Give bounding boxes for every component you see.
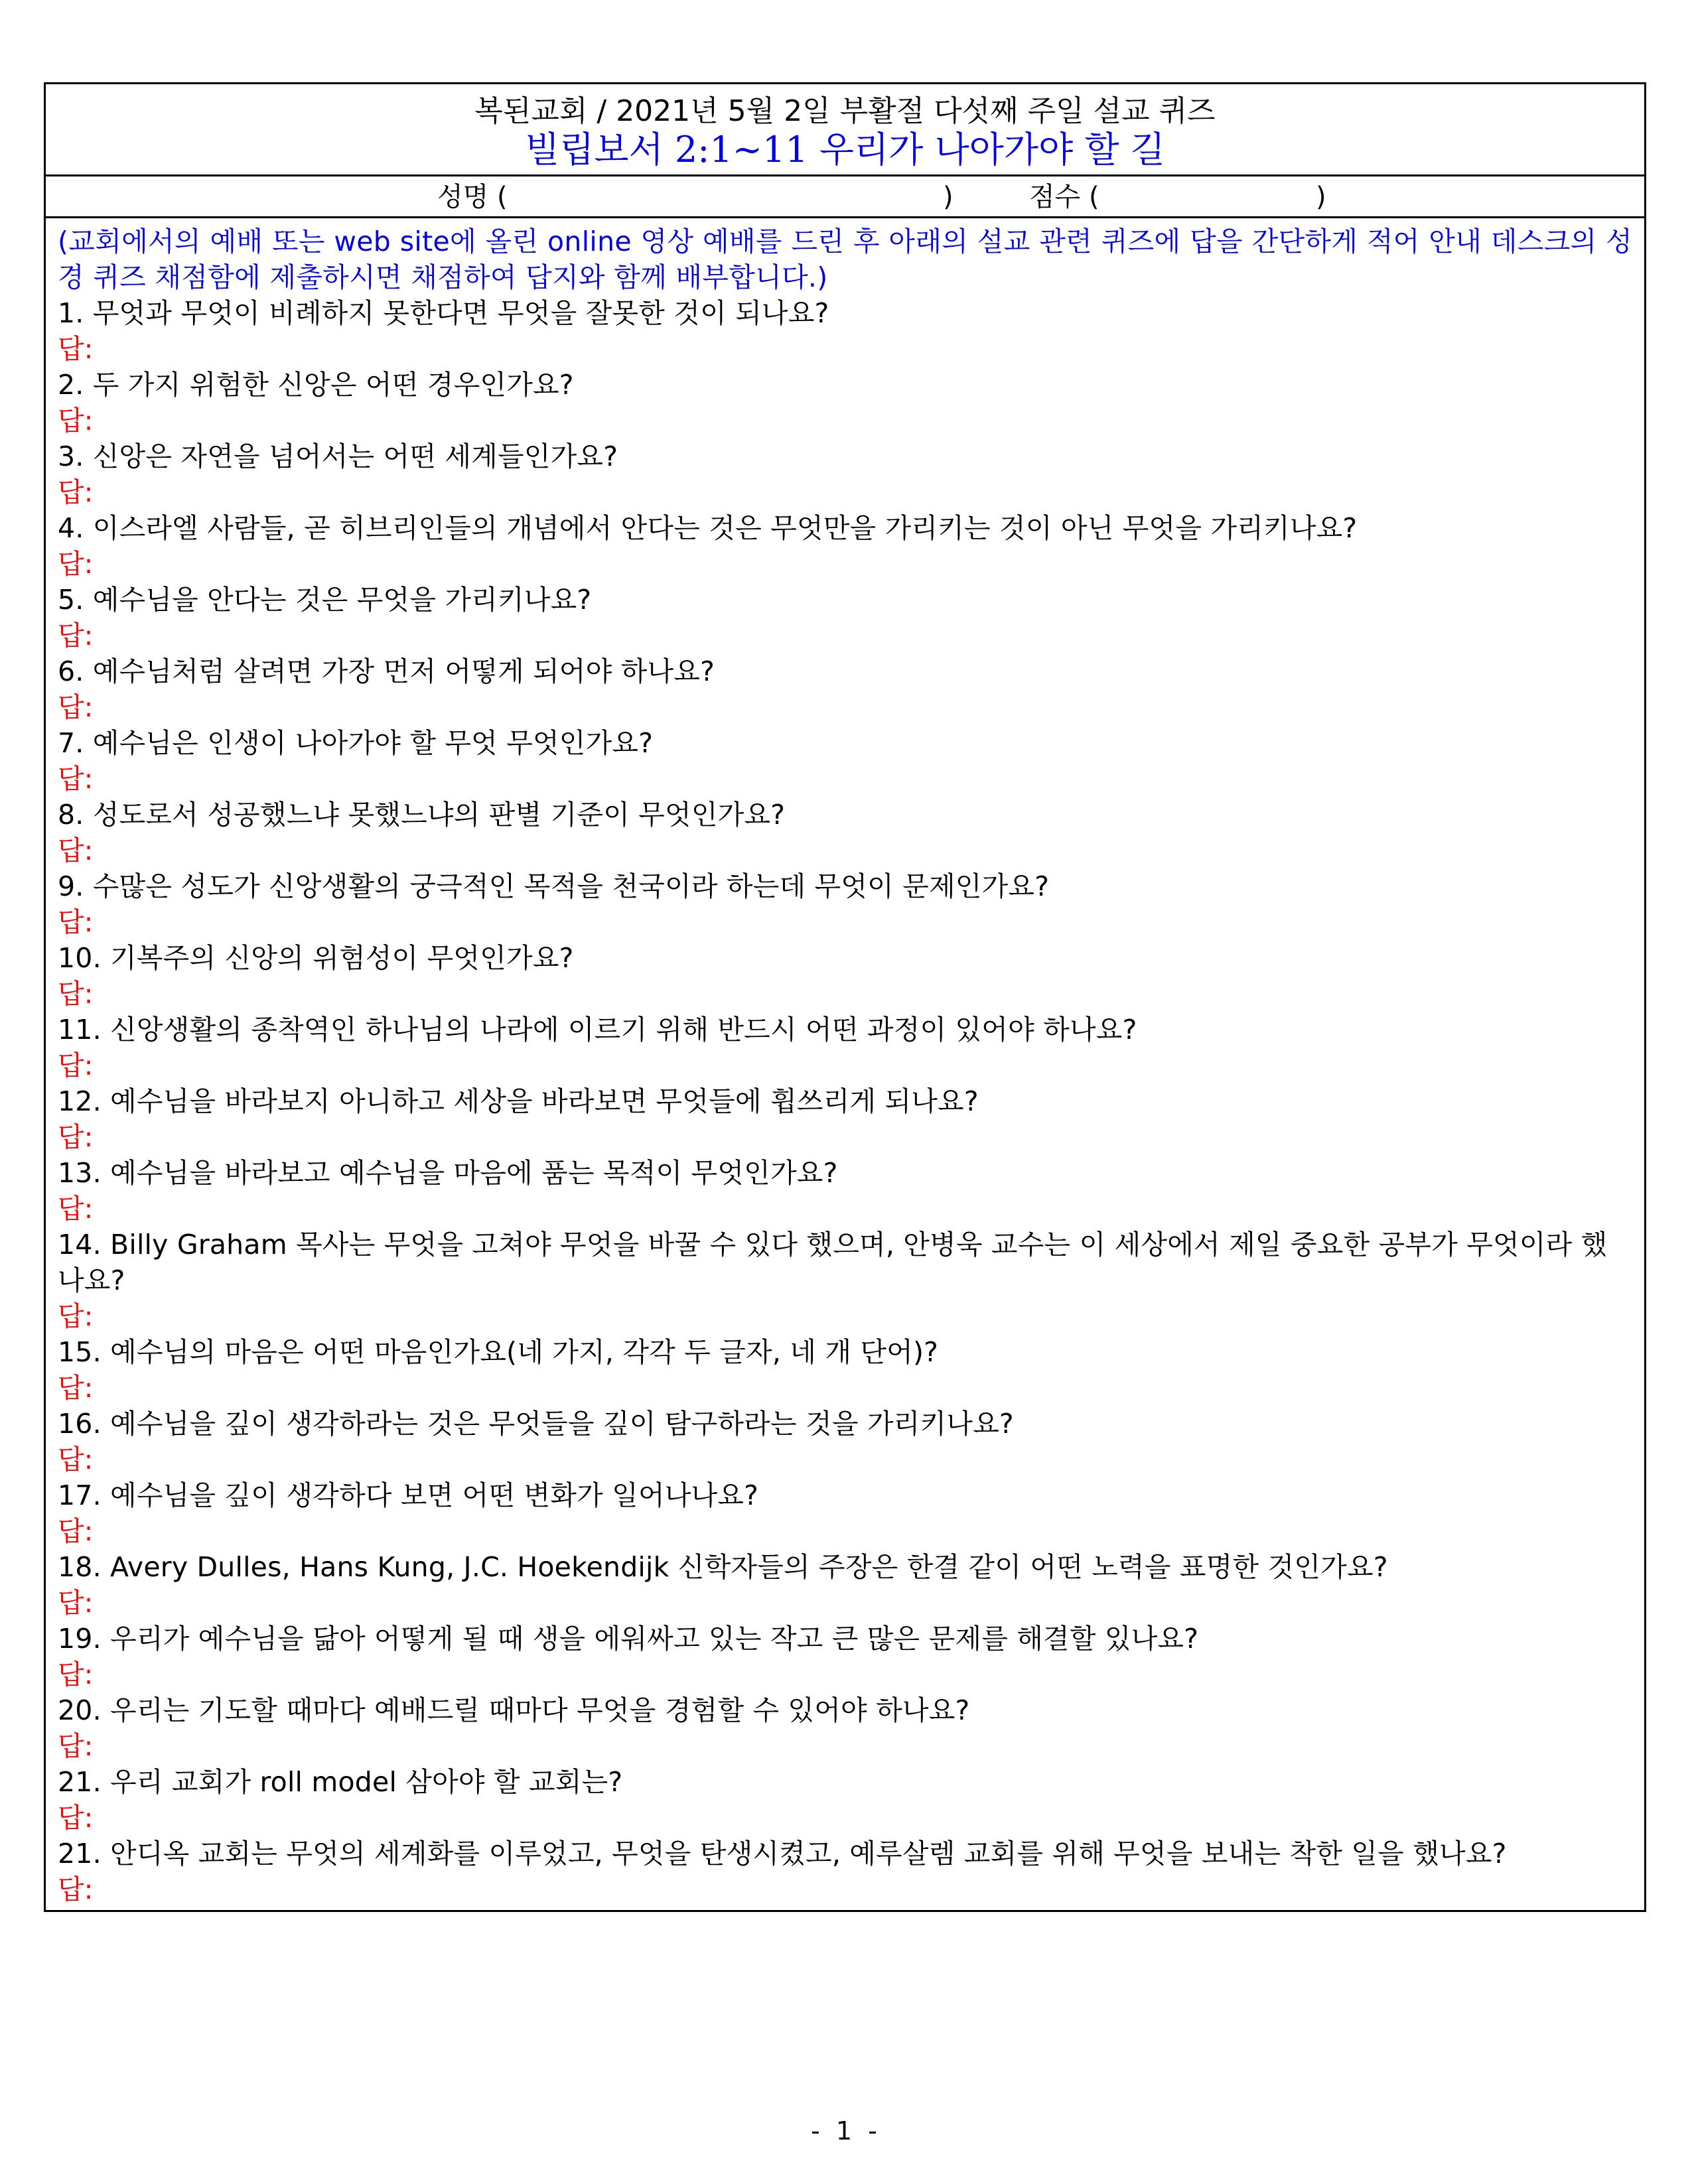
- name-score-row: [46, 176, 1644, 218]
- question: 15. 예수님의 마음은 어떤 마음인가요(네 가지, 각각 두 글자, 네 개 단어)?: [58, 1336, 939, 1368]
- question: 4. 이스라엘 사람들, 곧 히브리인들의 개념에서 안다는 것은 무엇만을 가리키는 것이 아닌 무엇을 가리키나요?: [58, 512, 1358, 544]
- answer-label: 답:: [58, 1121, 94, 1153]
- scripture-title: 빌립보서 2:1~11 우리가 나아가야 할 길: [525, 129, 1165, 171]
- question: 1. 무엇과 무엇이 비례하지 못한다면 무엇을 잘못한 것이 되나요?: [58, 297, 829, 329]
- name-label: 성명 (: [437, 182, 508, 212]
- answer-label: 답:: [58, 1300, 94, 1332]
- answer-label: 답:: [58, 1515, 94, 1547]
- question: 20. 우리는 기도할 때마다 예배드릴 때마다 무엇을 경험할 수 있어야 하나요?: [58, 1694, 970, 1726]
- score-close: ): [1316, 182, 1326, 212]
- answer-label: 답:: [58, 763, 94, 795]
- question: 16. 예수님을 깊이 생각하라는 것은 무엇들을 깊이 탐구하라는 것을 가리키나요?: [58, 1408, 1014, 1440]
- answer-label: 답:: [58, 548, 94, 580]
- question: 12. 예수님을 바라보지 아니하고 세상을 바라보면 무엇들에 휩쓰리게 되나요?: [58, 1085, 979, 1117]
- page-number: - 1 -: [811, 2116, 881, 2146]
- quiz-body: [46, 218, 1644, 1910]
- answer-label: 답:: [58, 620, 94, 651]
- question: 19. 우리가 예수님을 닮아 어떻게 될 때 생을 에워싸고 있는 작고 큰 많은 문제를 해결할 있나요?: [58, 1623, 1199, 1655]
- answer-label: 답:: [58, 978, 94, 1010]
- score-label: 점수 (: [1029, 182, 1099, 212]
- answer-label: 답:: [58, 1050, 94, 1081]
- answer-label: 답:: [58, 1444, 94, 1475]
- question: 2. 두 가지 위험한 신앙은 어떤 경우인가요?: [58, 369, 574, 401]
- answer-label: 답:: [58, 1802, 94, 1834]
- answer-label: 답:: [58, 906, 94, 938]
- question: 10. 기복주의 신앙의 위험성이 무엇인가요?: [58, 942, 574, 974]
- question: 17. 예수님을 깊이 생각하다 보면 어떤 변화가 일어나나요?: [58, 1479, 759, 1511]
- question: 5. 예수님을 안다는 것은 무엇을 가리키나요?: [58, 584, 592, 616]
- question: 13. 예수님을 바라보고 예수님을 마음에 품는 목적이 무엇인가요?: [58, 1157, 838, 1189]
- question: 8. 성도로서 성공했느냐 못했느냐의 판별 기준이 무엇인가요?: [58, 799, 786, 831]
- question: 14. Billy Graham 목사는 무엇을 고쳐야 무엇을 바꿀 수 있다 했으며, 안병욱 교수는 이 세상에서 제일 중요한 공부가 무엇이라 했나요?: [58, 1229, 1608, 1296]
- answer-label: 답:: [58, 333, 94, 365]
- answer-label: 답:: [58, 476, 94, 508]
- answer-label: 답:: [58, 1372, 94, 1404]
- question: 21. 안디옥 교회는 무엇의 세계화를 이루었고, 무엇을 탄생시켰고, 예루살렘 교회를 위해 무엇을 보내는 착한 일을 했나요?: [58, 1838, 1507, 1870]
- answer-label: 답:: [58, 1587, 94, 1619]
- answer-label: 답:: [58, 1659, 94, 1690]
- quiz-header: [46, 84, 1644, 176]
- answer-label: 답:: [58, 405, 94, 437]
- answer-label: 답:: [58, 1730, 94, 1762]
- question: 21. 우리 교회가 roll model 삼아야 할 교회는?: [58, 1766, 623, 1798]
- quiz-title: 복된교회 / 2021년 5월 2일 부활절 다섯째 주일 설교 퀴즈: [474, 94, 1216, 128]
- question: 11. 신앙생활의 종착역인 하나님의 나라에 이르기 위해 반드시 어떤 과정이 있어야 하나요?: [58, 1014, 1137, 1046]
- question: 3. 신앙은 자연을 넘어서는 어떤 세계들인가요?: [58, 441, 618, 472]
- name-close: ): [943, 182, 953, 212]
- question: 9. 수많은 성도가 신앙생활의 궁극적인 목적을 천국이라 하는데 무엇이 문제인가요?: [58, 870, 1050, 902]
- question: 6. 예수님처럼 살려면 가장 먼저 어떻게 되어야 하나요?: [58, 655, 715, 687]
- answer-label: 답:: [58, 1874, 94, 1905]
- answer-label: 답:: [58, 1193, 94, 1225]
- instructions: (교회에서의 예배 또는 web site에 올린 online 영상 예배를 드린 후 아래의 설교 관련 퀴즈에 답을 간단하게 적어 안내 데스크의 성경 퀴즈 채점함에 제출하시면 채점하여 답지와 함께 배부합니다.): [58, 226, 1632, 293]
- question: 7. 예수님은 인생이 나아가야 할 무엇 무엇인가요?: [58, 727, 654, 759]
- answer-label: 답:: [58, 691, 94, 723]
- answer-label: 답:: [58, 835, 94, 866]
- quiz-sheet: [44, 82, 1646, 1912]
- question: 18. Avery Dulles, Hans Kung, J.C. Hoekendijk 신학자들의 주장은 한결 같이 어떤 노력을 표명한 것인가요?: [58, 1551, 1388, 1583]
